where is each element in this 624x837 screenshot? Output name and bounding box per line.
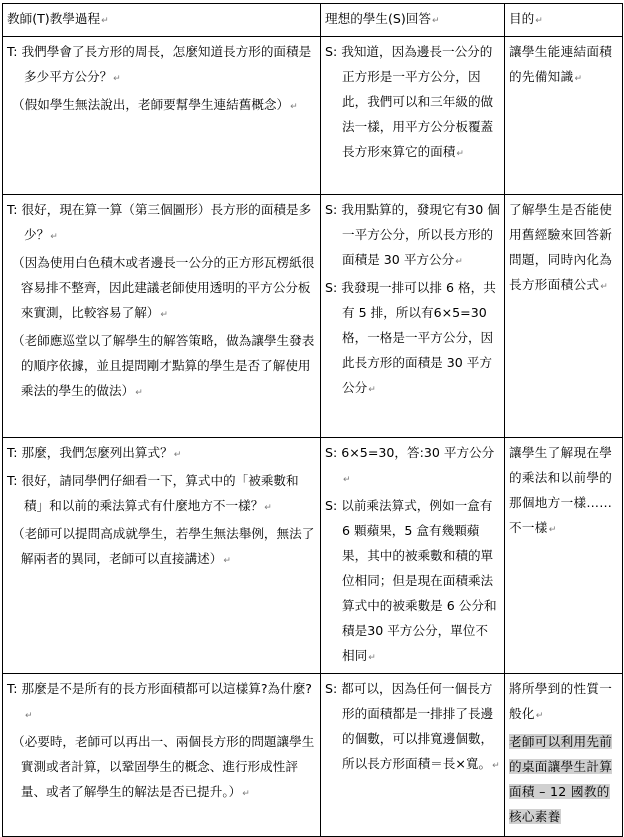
teacher-note: （必要時，老師可以再出一、兩個長方形的問題讓學生實測或者計算，以鞏固學生的概念、進行形成性評量、或者了解學生的解法是否已提升。） bbox=[12, 734, 315, 799]
header-purpose: 目的↵ bbox=[505, 4, 623, 37]
header-teacher: 教師(T)教學過程↵ bbox=[3, 4, 321, 37]
student-cell: S: 我用點算的，發現它有30 個一平方公分，所以長方形的面積是 30 平方公分↵ S: 我發現一排可以排 6 格，共有 5 排，所以有6×5=30 格，一格是一平方公分，因此長方形的面積是 30 平方公分↵ bbox=[321, 195, 505, 438]
header-student: 理想的學生(S)回答↵ bbox=[321, 4, 505, 37]
purpose-cell: 讓學生了解現在學的乘法和以前學的那個地方一樣……不一樣↵ bbox=[505, 438, 623, 674]
student-answer: S: 我用點算的，發現它有30 個一平方公分，所以長方形的面積是 30 平方公分 bbox=[325, 202, 500, 267]
student-cell: S: 6×5=30，答:30 平方公分↵ S: 以前乘法算式，例如一盒有 6 顆蘋果，5 盒有幾顆蘋果，其中的被乘數和積的單位相同；但是現在面積乘法算式中的被乘數是 6 公分和積是30 平方公分，單位不相同↵ bbox=[321, 438, 505, 674]
teacher-cell: T: 很好，現在算一算（第三個圖形）長方形的面積是多少？↵ （因為使用白色積木或者邊長一公分的正方形瓦楞紙很容易排不整齊，因此建議老師使用透明的平方公分板來實測，比較容易了解）↵ （老師應巡堂以了解學生的解答策略，做為讓學生發表的順序依據，並且提問剛才點算的學生是否了解使用乘法的學生的做法）↵ bbox=[3, 195, 321, 438]
teacher-cell: T: 那麼是不是所有的長方形面積都可以這樣算?為什麼?↵ （必要時，老師可以再出一、兩個長方形的問題讓學生實測或者計算，以鞏固學生的概念、進行形成性評量、或者了解學生的解法是否已提升。）↵ bbox=[3, 674, 321, 837]
teacher-line: T: 很好，請同學們仔細看一下，算式中的「被乘數和積」和以前的乘法算式有什麼地方不一樣？ bbox=[7, 473, 299, 513]
header-row bbox=[3, 4, 623, 37]
teacher-note: （假如學生無法說出，老師要幫學生連結舊概念） bbox=[12, 97, 290, 112]
student-answer: S: 都可以，因為任何一個長方形的面積都是一排排了長邊的個數，可以排寬邊個數，所以長方形面積＝長×寬。 bbox=[325, 681, 494, 771]
teacher-note: （因為使用白色積木或者邊長一公分的正方形瓦楞紙很容易排不整齊，因此建議老師使用透明的平方公分板來實測，比較容易了解） bbox=[12, 255, 315, 320]
table-row bbox=[3, 37, 623, 195]
student-answer: S: 以前乘法算式，例如一盒有 6 顆蘋果，5 盒有幾顆蘋果，其中的被乘數和積的單位相同；但是現在面積乘法算式中的被乘數是 6 公分和積是30 平方公分，單位不相同 bbox=[325, 498, 497, 663]
teacher-note: （老師可以提問高成就學生，若學生無法舉例，無法了解兩者的異同，老師可以直接講述） bbox=[12, 526, 315, 566]
teacher-line: T: 我們學會了長方形的周長，怎麼知道長方形的面積是多少平方公分？ bbox=[7, 44, 312, 84]
teacher-cell: T: 那麼，我們怎麼列出算式？↵ T: 很好，請同學們仔細看一下，算式中的「被乘數和積」和以前的乘法算式有什麼地方不一樣？↵ （老師可以提問高成就學生，若學生無法舉例，無法了解兩者的異同，老師可以直接講述）↵ bbox=[3, 438, 321, 674]
purpose-cell: 將所學到的性質一般化↵ 老師可以利用先前的桌面讓學生計算面積 – 12 國教的核心素養 bbox=[505, 674, 623, 837]
teacher-line: T: 那麼，我們怎麼列出算式？ bbox=[7, 445, 173, 460]
teacher-cell: T: 我們學會了長方形的周長，怎麼知道長方形的面積是多少平方公分？↵ （假如學生無法說出，老師要幫學生連結舊概念）↵ bbox=[3, 37, 321, 195]
purpose-highlight: 老師可以利用先前的桌面讓學生計算面積 – 12 國教的核心素養 bbox=[509, 734, 613, 824]
purpose-text: 將所學到的性質一般化 bbox=[509, 681, 613, 721]
student-answer: S: 我知道，因為邊長一公分的正方形是一平方公分，因此，我們可以和三年級的做法一樣，用平方公分板覆蓋長方形來算它的面積 bbox=[325, 44, 494, 159]
student-answer: S: 6×5=30，答:30 平方公分 bbox=[325, 445, 495, 460]
table-row bbox=[3, 674, 623, 837]
teacher-line: T: 那麼是不是所有的長方形面積都可以這樣算?為什麼? bbox=[7, 681, 312, 696]
student-cell: S: 我知道，因為邊長一公分的正方形是一平方公分，因此，我們可以和三年級的做法一樣，用平方公分板覆蓋長方形來算它的面積↵ bbox=[321, 37, 505, 195]
table-row bbox=[3, 195, 623, 438]
lesson-plan-table bbox=[2, 3, 623, 837]
student-cell: S: 都可以，因為任何一個長方形的面積都是一排排了長邊的個數，可以排寬邊個數，所以長方形面積＝長×寬。↵ bbox=[321, 674, 505, 837]
teacher-line: T: 很好，現在算一算（第三個圖形）長方形的面積是多少？ bbox=[7, 202, 312, 242]
purpose-cell: 讓學生能連結面積的先備知識↵ bbox=[505, 37, 623, 195]
teacher-note: （老師應巡堂以了解學生的解答策略，做為讓學生發表的順序依據，並且提問剛才點算的學生是否了解使用乘法的學生的做法） bbox=[12, 333, 315, 398]
purpose-cell: 了解學生是否能使用舊經驗來回答新問題，同時內化為長方形面積公式↵ bbox=[505, 195, 623, 438]
student-answer: S: 我發現一排可以排 6 格，共有 5 排，所以有6×5=30 格，一格是一平方公分，因此長方形的面積是 30 平方公分 bbox=[325, 280, 496, 395]
table-row bbox=[3, 438, 623, 674]
